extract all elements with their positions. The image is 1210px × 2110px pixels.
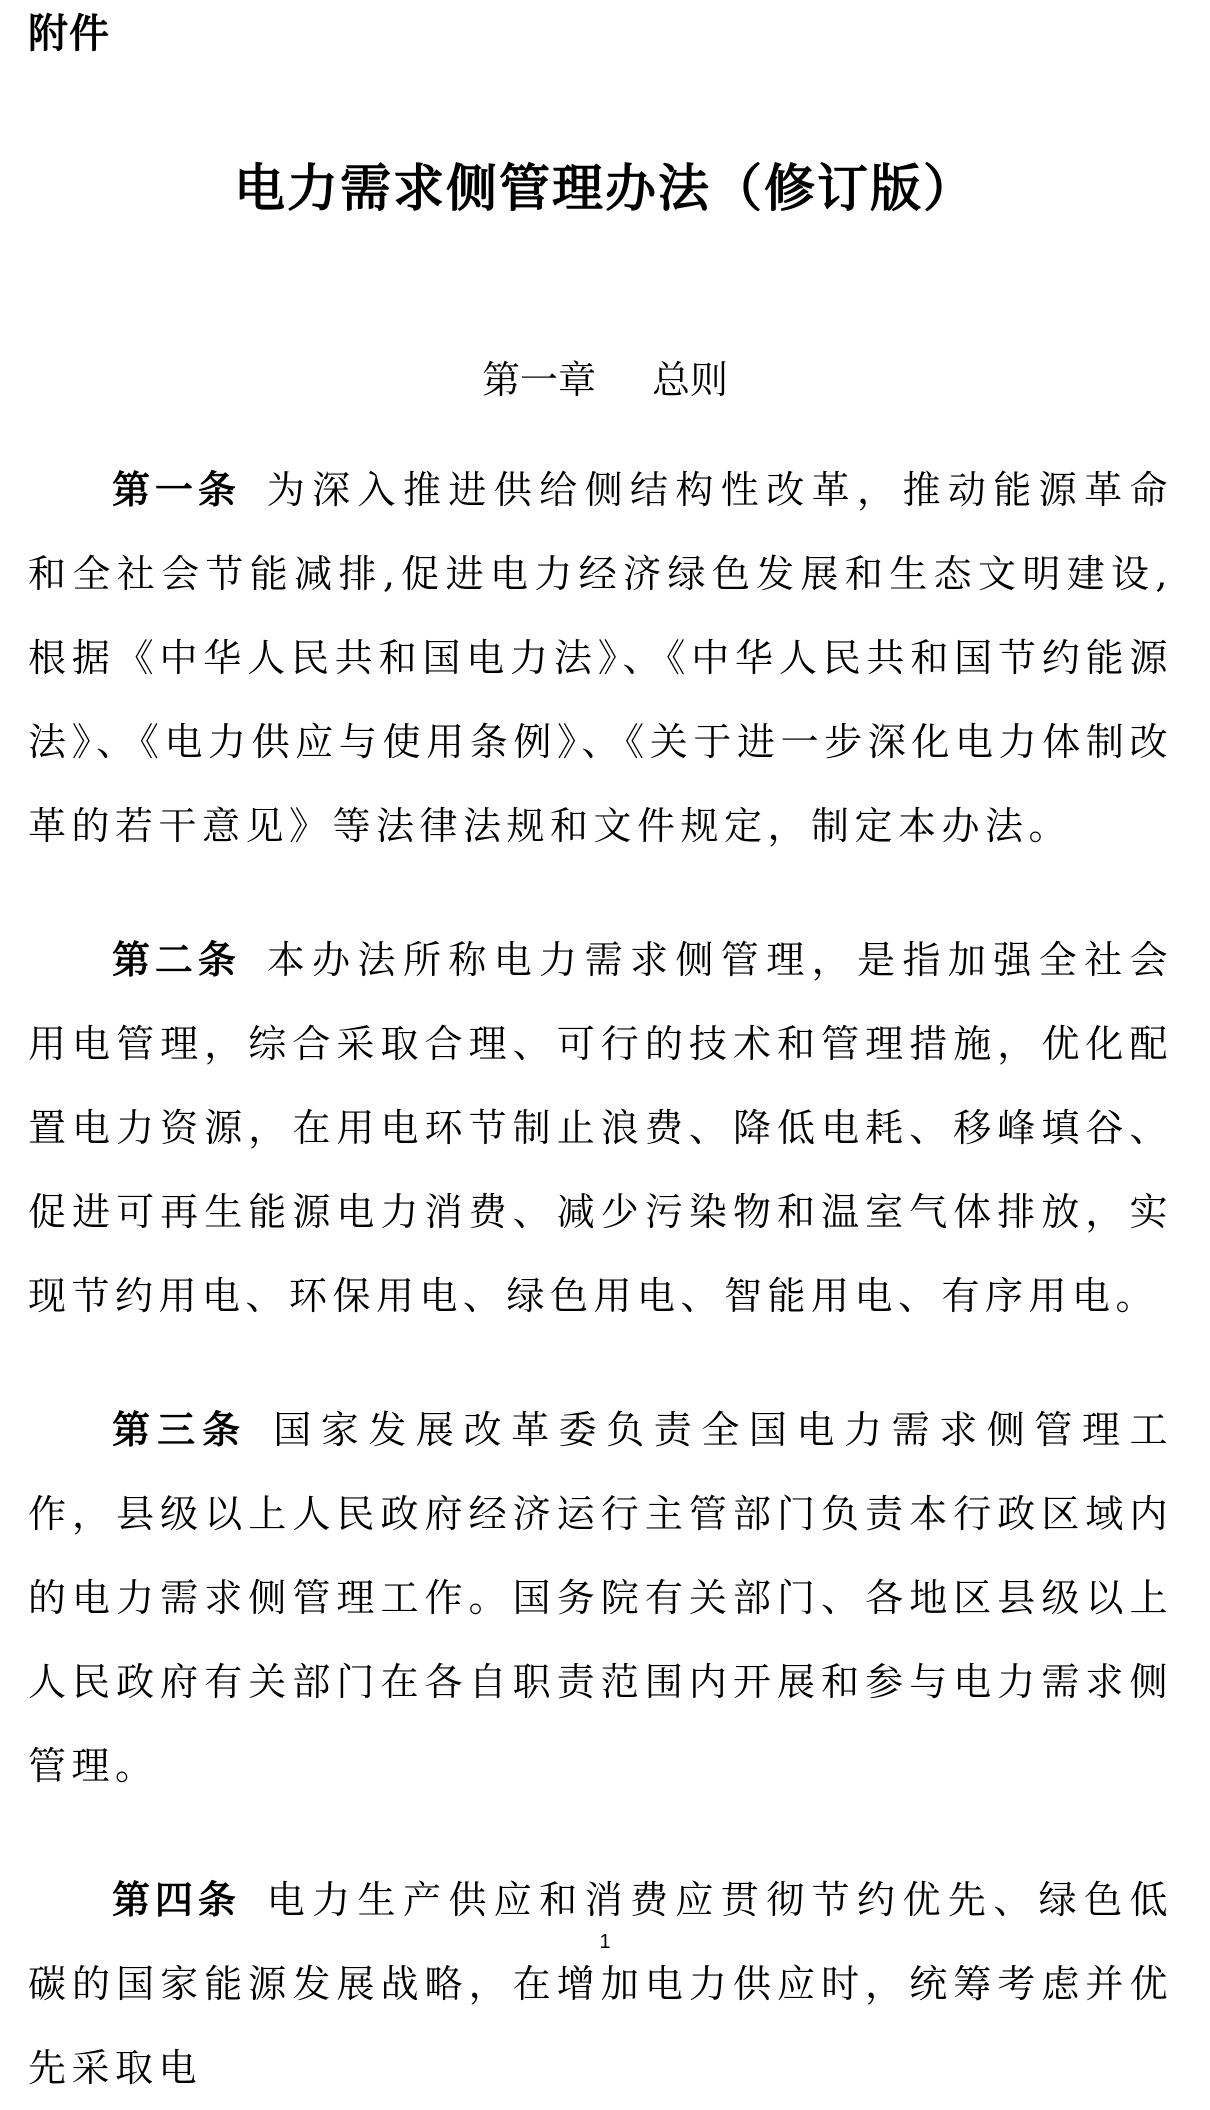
chapter-heading	[0, 350, 1210, 410]
chapter-number: 第一章	[481, 358, 596, 402]
attachment-label: 附件	[28, 11, 110, 57]
article-2-label: 第二条	[112, 938, 241, 982]
document-title: 电力需求侧管理办法（修订版）	[233, 160, 976, 219]
article-3	[28, 1388, 1173, 1808]
article-3-label: 第三条	[112, 1408, 248, 1452]
article-3-text: 国家发展改革委负责全国电力需求侧管理工作，县级以上人民政府经济运行主管部门负责本行政区域内的电力需求侧管理工作。国务院有关部门、各地区县级以上人民政府有关部门在各自职责范围内开展和参与电力需求侧管理。	[28, 1408, 1173, 1788]
page-number: 1	[599, 1931, 611, 1953]
article-2-text: 本办法所称电力需求侧管理，是指加强全社会用电管理，综合采取合理、可行的技术和管理措施，优化配置电力资源，在用电环节制止浪费、降低电耗、移峰填谷、促进可再生能源电力消费、减少污染物和温室气体排放，实现节约用电、环保用电、绿色用电、智能用电、有序用电。	[28, 938, 1173, 1318]
article-1-text: 为深入推进供给侧结构性改革，推动能源革命和全社会节能减排,促进电力经济绿色发展和生态文明建设,根据《中华人民共和国电力法》、《中华人民共和国节约能源法》、《电力供应与使用条例》、《关于进一步深化电力体制改革的若干意见》等法律法规和文件规定，制定本办法。	[28, 468, 1173, 848]
article-1-label: 第一条	[112, 468, 241, 512]
article-4	[28, 1858, 1173, 2110]
article-4-label: 第四条	[112, 1878, 241, 1922]
article-2	[28, 918, 1173, 1338]
chapter-name: 总则	[652, 358, 729, 402]
document-body	[28, 448, 1173, 2110]
article-1	[28, 448, 1173, 868]
article-4-text: 电力生产供应和消费应贯彻节约优先、绿色低碳的国家能源发展战略，在增加电力供应时，统筹考虑并优先采取电	[28, 1878, 1173, 2090]
